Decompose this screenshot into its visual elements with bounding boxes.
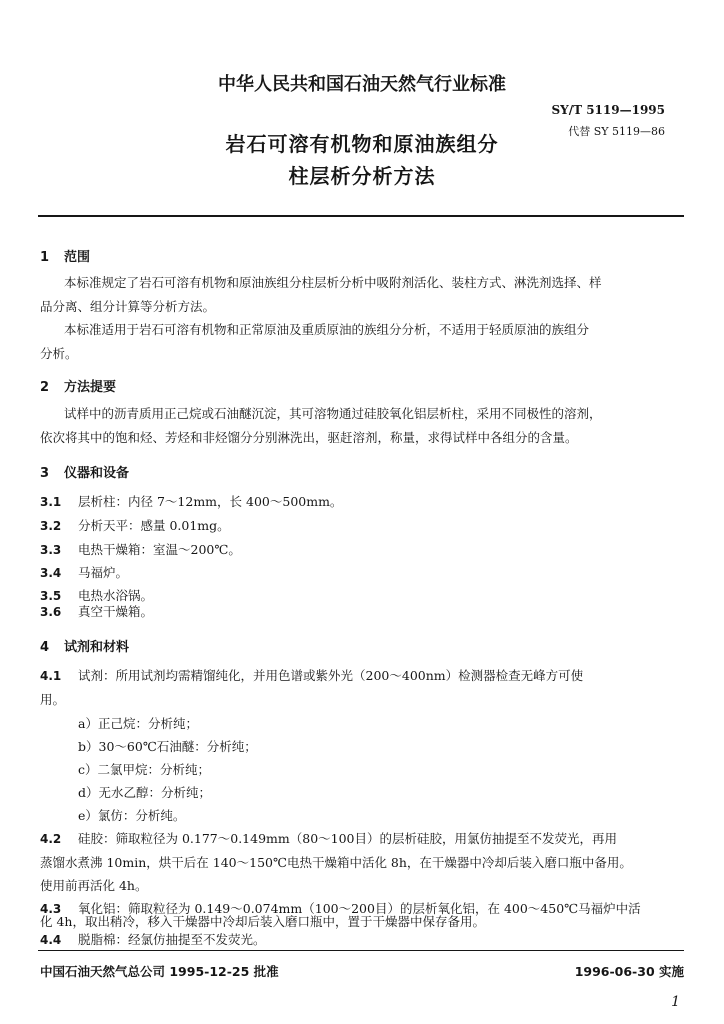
silica-gel-line: 蒸馏水煮沸 10min，烘干后在 140～150℃电热干燥箱中活化 8h，在干燥器中冷却后装入磨口瓶中备用。: [40, 855, 632, 870]
equipment-item: 3.2 分析天平：感量 0.01mg。: [40, 518, 230, 533]
issuing-org-title: 中华人民共和国石油天然气行业标准: [218, 74, 506, 95]
equipment-item: 3.4 马福炉。: [40, 565, 129, 580]
alumina-line: 4.3 氧化铝：筛取粒径为 0.149～0.074mm（100～200目）的层析氧化铝，在 400～450℃马福炉中活: [40, 901, 641, 916]
silica-gel-line: 4.2 硅胶：筛取粒径为 0.177～0.149mm（80～100目）的层析硅胶，用氯仿抽提至不发荧光，再用: [40, 831, 618, 846]
section-1-line: 本标准规定了岩石可溶有机物和原油族组分柱层析分析中吸附剂活化、装柱方式、淋洗剂选择、样: [64, 275, 602, 290]
footer-divider: [38, 950, 684, 951]
reagent-subitem: c）二氯甲烷：分析纯；: [78, 762, 211, 777]
silica-gel-line: 使用前再活化 4h。: [40, 878, 148, 893]
implementation-date: 1996-06-30 实施: [574, 964, 684, 979]
section-1-line: 品分离、组分计算等分析方法。: [40, 299, 216, 314]
reagents-item-line: 用。: [40, 692, 66, 707]
page-number: 1: [671, 994, 680, 1010]
document-title-line1: 岩石可溶有机物和原油族组分: [225, 132, 499, 156]
section-2-line: 依次将其中的饱和烃、芳烃和非烃馏分分别淋洗出，驱赶溶剂，称量，求得试样中各组分的含量。: [40, 430, 578, 445]
absorbent-cotton-line: 4.4 脱脂棉：经氯仿抽提至不发荧光。: [40, 932, 266, 947]
section-3-heading: 3 仪器和设备: [40, 466, 130, 481]
reagent-subitem: b）30～60℃石油醚：分析纯；: [78, 739, 257, 754]
section-1-heading: 1 范围: [40, 250, 91, 265]
standard-number: SY/T 5119—1995: [551, 103, 665, 117]
equipment-item: 3.3 电热干燥箱：室温～200℃。: [40, 542, 241, 557]
equipment-item: 3.6 真空干燥箱。: [40, 604, 154, 619]
equipment-item: 3.1 层析柱：内径 7～12mm，长 400～500mm。: [40, 494, 343, 509]
equipment-item: 3.5 电热水浴锅。: [40, 588, 154, 603]
reagents-item-line: 4.1 试剂：所用试剂均需精馏纯化，并用色谱或紫外光（200～400nm）检测器检查无峰方可使: [40, 668, 584, 683]
section-1-line: 分析。: [40, 346, 78, 361]
approval-statement: 中国石油天然气总公司 1995-12-25 批准: [40, 964, 279, 979]
reagent-subitem: e）氯仿：分析纯。: [78, 808, 186, 823]
section-4-heading: 4 试剂和材料: [40, 640, 130, 655]
reagent-subitem: a）正己烷：分析纯；: [78, 716, 198, 731]
replaces-standard: 代替 SY 5119—86: [568, 125, 665, 138]
section-1-line: 本标准适用于岩石可溶有机物和正常原油及重质原油的族组分分析，不适用于轻质原油的族组分: [64, 322, 590, 337]
reagent-subitem: d）无水乙醇：分析纯；: [78, 785, 212, 800]
header-divider: [38, 215, 684, 217]
alumina-line: 化 4h，取出稍冷，移入干燥器中冷却后装入磨口瓶中，置于干燥器中保存备用。: [40, 914, 485, 929]
section-2-heading: 2 方法提要: [40, 380, 117, 395]
document-title-line2: 柱层析分析方法: [288, 164, 436, 188]
section-2-line: 试样中的沥青质用正己烷或石油醚沉淀，其可溶物通过硅胶氧化铝层析柱，采用不同极性的溶剂，: [64, 406, 602, 421]
